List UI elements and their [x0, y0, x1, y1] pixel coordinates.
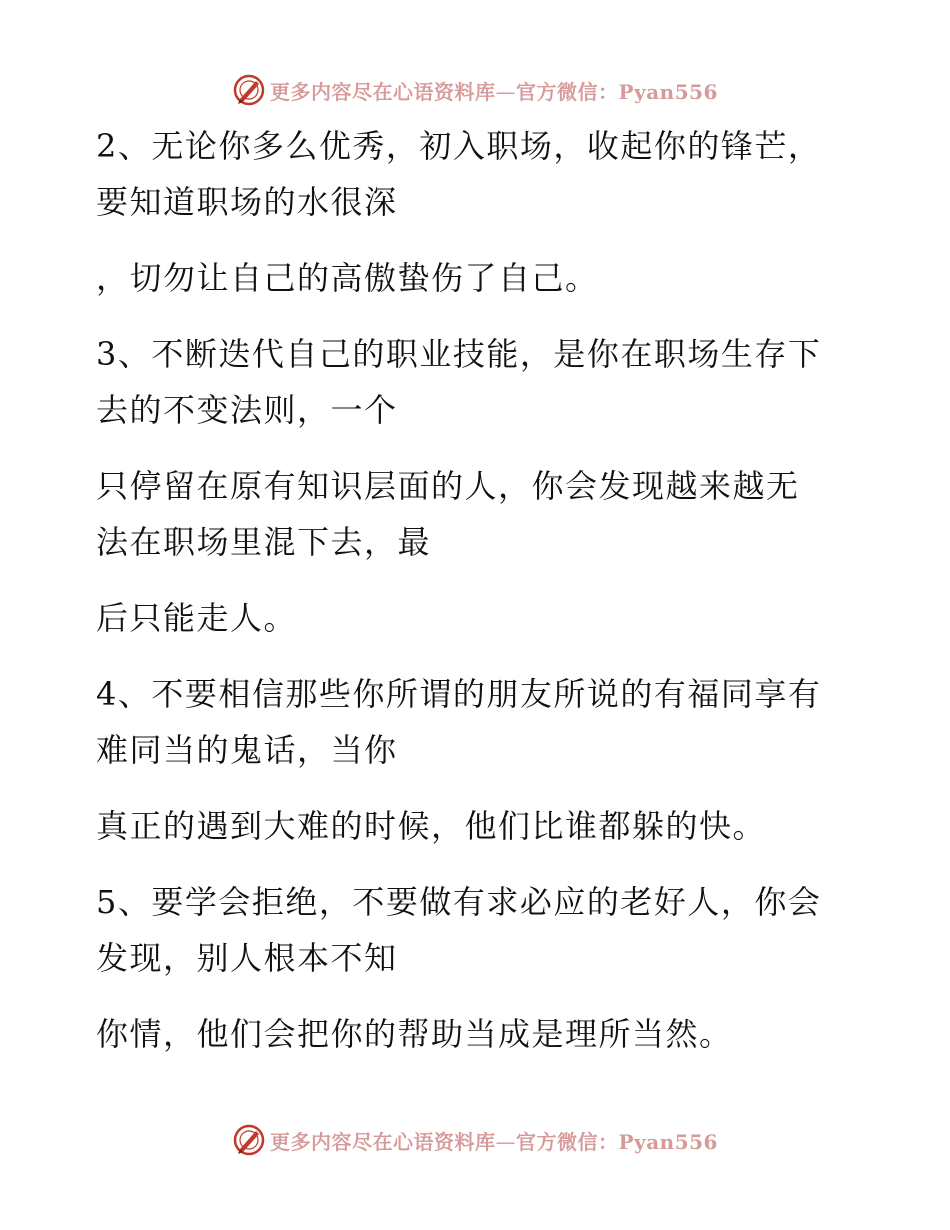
document-body — [96, 118, 856, 1062]
text-line: 5、要学会拒绝，不要做有求必应的老好人，你会 — [96, 883, 822, 921]
footer-banner — [0, 1120, 950, 1160]
pen-logo-icon — [232, 73, 266, 107]
text-line: 要知道职场的水很深 — [96, 183, 398, 221]
pen-logo-icon — [232, 1123, 266, 1157]
paragraph-item-4a — [96, 666, 856, 778]
paragraph-item-5b — [96, 1006, 856, 1062]
text-line: 法在职场里混下去，最 — [96, 523, 432, 561]
text-line: 你情，他们会把你的帮助当成是理所当然。 — [96, 1015, 733, 1053]
text-line: 真正的遇到大难的时候，他们比谁都躲的快。 — [96, 807, 767, 845]
paragraph-item-2a — [96, 118, 856, 230]
footer-banner-dash: — — [495, 1129, 517, 1154]
text-line: 4、不要相信那些你所谓的朋友所说的有福同享有 — [96, 675, 822, 713]
text-line: 后只能走人。 — [96, 599, 298, 637]
text-line: 2、无论你多么优秀，初入职场，收起你的锋芒， — [96, 127, 822, 165]
header-banner-prefix: 更多内容尽在心语资料库 — [270, 79, 496, 104]
header-banner-dash: — — [495, 79, 517, 104]
paragraph-item-3c — [96, 590, 856, 646]
text-line: 3、不断迭代自己的职业技能，是你在职场生存下 — [96, 335, 822, 373]
text-line: 只停留在原有知识层面的人，你会发现越来越无 — [96, 467, 800, 505]
paragraph-item-3a — [96, 326, 856, 438]
paragraph-item-2b — [96, 250, 856, 306]
text-line: 去的不变法则，一个 — [96, 391, 398, 429]
footer-banner-suffix: 官方微信：Pyan556 — [516, 1129, 718, 1154]
header-banner-suffix: 官方微信：Pyan556 — [516, 79, 718, 104]
text-line: 难同当的鬼话，当你 — [96, 731, 398, 769]
text-line: ，切勿让自己的高傲蛰伤了自己。 — [96, 259, 599, 297]
footer-banner-prefix: 更多内容尽在心语资料库 — [270, 1129, 496, 1154]
paragraph-item-3b — [96, 458, 856, 570]
paragraph-item-5a — [96, 874, 856, 986]
header-banner — [0, 70, 950, 110]
text-line: 发现，别人根本不知 — [96, 939, 398, 977]
header-banner-text — [270, 76, 718, 105]
footer-banner-text — [270, 1126, 718, 1155]
paragraph-item-4b — [96, 798, 856, 854]
